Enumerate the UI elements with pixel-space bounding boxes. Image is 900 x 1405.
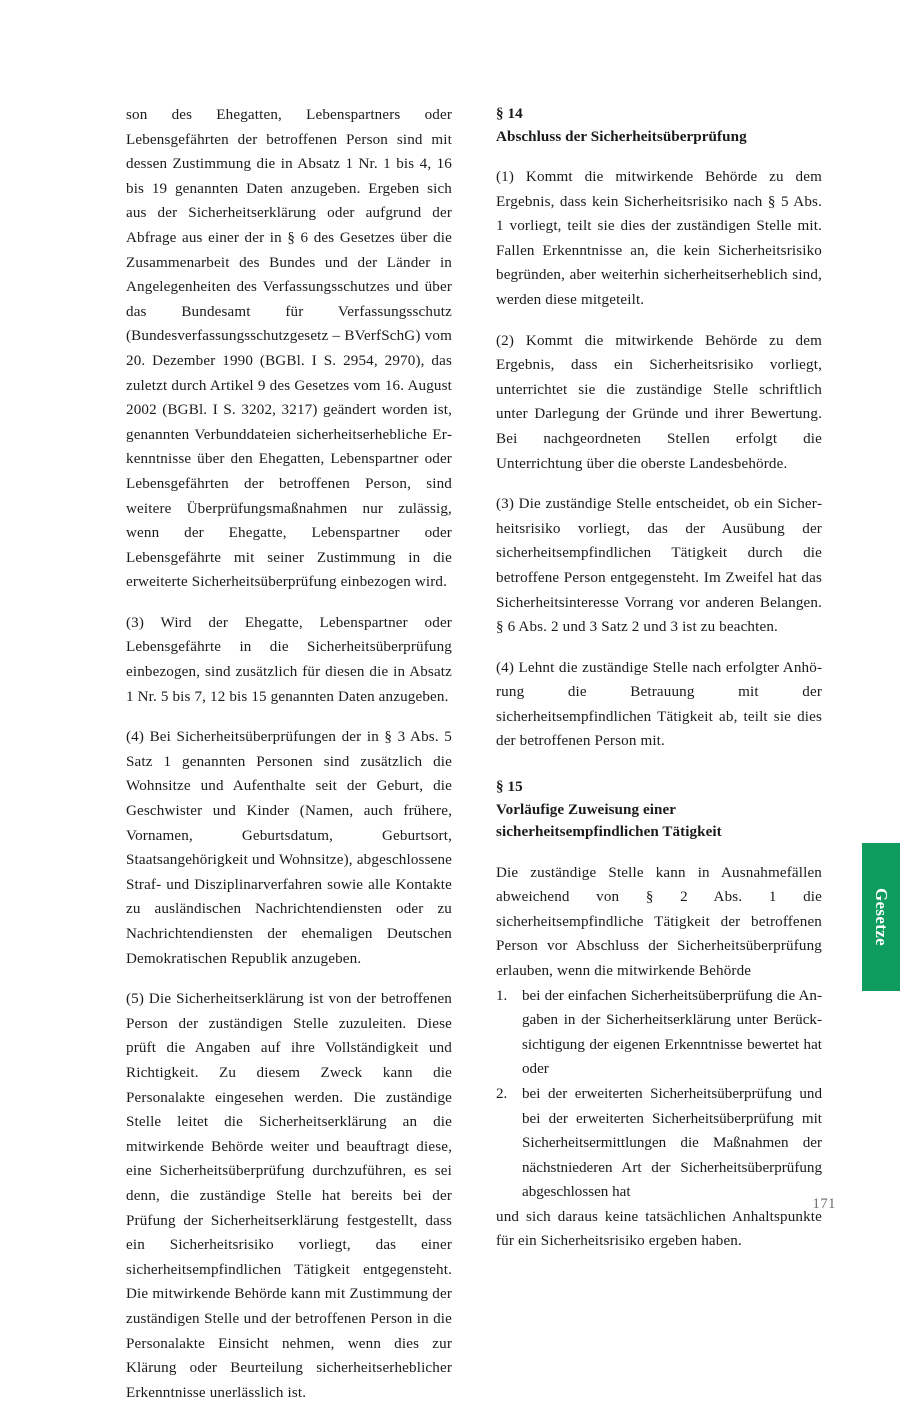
section-heading-15: [496, 776, 822, 844]
s14-paragraph-absatz-1: (1) Kommt die mitwirkende Behörde zu dem Ergebnis, dass kein Sicherheitsrisiko nach § 5 Abs. 1 vorliegt, teilt sie dies der zuständigen Stelle mit. Fallen Erkenntnisse an, die kein Sicherheitsrisiko begründen, aber weiterhin sicherheitserheblich sind, werden diese mitgeteilt.: [496, 169, 822, 308]
paragraph-absatz-4: (4) Bei Sicherheitsüberprüfungen der in § 3 Abs. 5 Satz 1 genannten Personen sind zusätzlich die Wohnsitze und Aufenthalte seit der Geburt, die Geschwister und Kinder (Namen, auch frühere, Vornamen, Geburtsdatum, Geburtsort, Staatsangehörigkeit und Wohnsitze), abgeschlossene Straf- und Disziplinarverfahren sowie alle Kontakte zu ausländischen Nachrichtendiensten oder zu Nachrichtendiensten der ehemaligen Deutschen Demokratischen Republik anzugeben.: [126, 729, 452, 967]
s14-paragraph-absatz-3: (3) Die zuständige Stelle entscheidet, ob ein Sicherheitsrisiko vorliegt, das der Ausübung der sicherheitsempfindlichen Tätigkeit durch die betroffene Person entgegensteht. Im Zweifel hat das Sicherheitsinteresse Vorrang vor anderen Belangen. § 6 Abs. 2 und 3 Satz 2 und 3 ist zu beachten.: [496, 496, 822, 636]
section-number-15: § 15: [496, 779, 523, 796]
s14-paragraph-absatz-2: (2) Kommt die mitwirkende Behörde zu dem Ergebnis, dass ein Sicherheitsrisiko vorliegt, unterrichtet sie die zuständige Stelle schriftlich unter Darlegung der Gründe und ihrer Bewertung. Bei nachgeordneten Stellen erfolgt die Unterrichtung über die oberste Landesbehörde.: [496, 332, 822, 472]
s14-paragraph-absatz-4: (4) Lehnt die zuständige Stelle nach erfolgter Anhörung die Betrauung mit der sicherheitsempfindlichen Tätigkeit ab, teilt sie dies der betroffenen Person mit.: [496, 659, 822, 750]
page-number: 171: [812, 1196, 836, 1212]
list-item-marker: 1.: [496, 987, 508, 1004]
paragraph-absatz-3: (3) Wird der Ehegatte, Lebenspartner oder Lebensgefährte in die Sicherheitsüberprüfung einbezogen, sind zusätzlich für diesen die in Absatz 1 Nr. 5 bis 7, 12 bis 15 genannten Daten anzugeben.: [126, 614, 452, 705]
list-item: [496, 1082, 822, 1205]
section-title-15-line-1: Vorläufige Zuweisung einer: [496, 801, 677, 818]
section-thumb-tab: [862, 843, 900, 991]
s15-numbered-list: [496, 984, 822, 1205]
paragraph-absatz-5: (5) Die Sicherheitserklärung ist von der betroffenen Person der zuständigen Stelle zuzuleiten. Diese prüft die Angaben auf ihre Vollständigkeit und Richtigkeit. Zu diesem Zweck kann die Personalakte eingesehen werden. Die zuständige Stelle leitet die Sicherheitserklärung an die mitwirkende Behörde weiter und beauftragt diese, eine Sicherheitsüberprüfung durchzuführen, es sei denn, die zuständige Stelle hat bereits bei der Prüfung der Sicherheitserklärung festgestellt, dass ein Sicherheitsrisiko vorliegt, das einer sicherheitsempfindlichen Tätigkeit entgegensteht. Die mitwirkende Behörde kann mit Zustimmung der zuständigen Stelle und der betroffenen Person in die Personalakte Einsicht nehmen, wenn dies zur Klärung oder Beurteilung sicherheitserheblicher Erkenntnisse unerlässlich ist.: [126, 991, 452, 1401]
list-item-marker: 2.: [496, 1085, 508, 1102]
list-item-text: bei der einfachen Sicherheitsüberprüfung die Angaben in der Sicherheitserklärung unter Berücksichtigung der eigenen Erkenntnisse bewertet hat oder: [522, 987, 822, 1078]
s15-intro-paragraph: Die zuständige Stelle kann in Ausnahmefällen abweichend von § 2 Abs. 1 die sicherheitsempfindliche Tätigkeit der betroffenen Person vor Abschluss der Sicherheitsüberprüfung erlauben, wenn die mitwirkende Behörde: [496, 864, 822, 979]
section-title-15-line-2: sicherheitsempfindlichen Tätigkeit: [496, 824, 722, 841]
section-number-14: § 14: [496, 106, 523, 122]
list-item-text: bei der erweiterten Sicherheitsüberprüfung und bei der erweiterten Sicherheitsüberprüfung mit Sicherheitsermittlungen die Maßnahmen der nächstniederen Art der Sicherheitsüberprüfung abgeschlossen hat: [522, 1085, 822, 1201]
section-thumb-tab-label: Gesetze: [872, 887, 891, 947]
list-item: [496, 984, 822, 1082]
section-title-14: Abschluss der Sicherheitsüberprüfung: [496, 128, 747, 145]
section-heading-14: [496, 103, 822, 148]
s15-closing-paragraph: und sich daraus keine tatsächlichen Anhaltspunkte für ein Sicherheitsrisiko ergeben haben.: [496, 1208, 822, 1250]
paragraph-continuation: son des Ehegatten, Lebenspartners oder Lebensgefährten der betroffenen Person sind mit dessen Zustimmung die in Absatz 1 Nr. 1 bis 4, 16 bis 19 genannten Daten anzugeben. Ergeben sich aus der Sicherheitserklärung oder aufgrund der Abfrage aus einer der in § 6 des Gesetzes über die Zusammenarbeit des Bundes und der Länder in Angelegenheiten des Verfassungsschutzes und über das Bundesamt für Verfassungsschutz (Bundesverfassungsschutzgesetz – BVerfSchG) vom 20. Dezember 1990 (BGBl. I S. 2954, 2970), das zuletzt durch Artikel 9 des Gesetzes vom 16. August 2002 (BGBl. I S. 3202, 3217) geändert worden ist, genannten Verbunddateien sicherheitserhebliche Erkenntnisse über den Ehegatten, Lebenspartner oder Lebensgefährten der betroffenen Person, sind weitere Überprüfungsmaßnahmen nur zulässig, wenn der Ehegatte, Lebenspartner oder Lebensgefährte mit seiner Zustimmung in die erweiterte Sicherheitsüberprüfung einbezogen wird.: [126, 107, 452, 591]
